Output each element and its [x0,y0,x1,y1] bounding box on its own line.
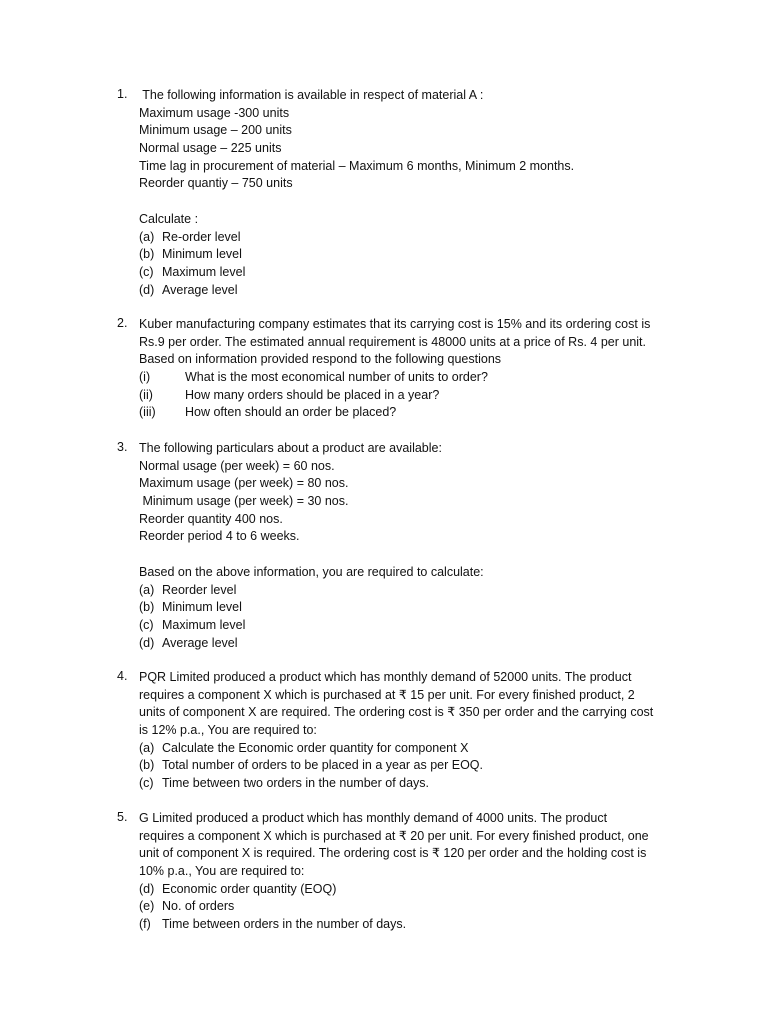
question-3 [117,440,677,652]
question-text-line: Maximum usage -300 units [139,105,290,120]
list-item [139,387,677,405]
list-marker: (b) [139,247,155,262]
list-item-text: No. of orders [162,899,235,914]
spacer [139,546,677,564]
question-text-line: PQR Limited produced a product which has monthly demand of 52000 units. The product [139,670,632,684]
question-5 [117,810,677,934]
list-item [139,582,677,600]
list-marker: (c) [139,264,154,279]
list-item-text: How many orders should be placed in a year? [185,387,440,402]
list-marker: (b) [139,758,155,773]
list-item-text: Minimum level [162,600,242,615]
question-prompt: Based on the above information, you are required to calculate: [139,564,484,579]
question-text-line: requires a component X which is purchased at ₹ 15 per unit. For every finished product, 2 [139,687,635,702]
list-item [139,599,677,617]
list-item [139,369,677,387]
question-text-line: Maximum usage (per week) = 80 nos. [139,476,349,491]
question-body [139,669,677,793]
question-text-line: Rs.9 per order. The estimated annual requirement is 48000 units at a price of Rs. 4 per unit. [139,334,646,349]
question-text-line: Minimum usage (per week) = 30 nos. [139,494,349,509]
list-marker: (a) [139,582,155,597]
question-body [139,810,677,934]
list-item [139,635,677,653]
question-text-line: Reorder period 4 to 6 weeks. [139,529,300,544]
question-text-line: Kuber manufacturing company estimates that its carrying cost is 15% and its ordering cost is [139,317,651,331]
list-item [139,282,677,300]
question-number: 3. [117,440,128,454]
list-item [139,264,677,282]
list-item-text: Average level [162,282,238,297]
list-item-text: Economic order quantity (EOQ) [162,881,337,896]
list-marker: (d) [139,282,155,297]
question-number: 1. [117,87,128,101]
list-item-text: Re-order level [162,229,241,244]
list-marker: (d) [139,881,155,896]
question-text-line: Reorder quantiy – 750 units [139,176,293,191]
question-number: 5. [117,810,128,824]
list-marker: (c) [139,617,154,632]
list-item [139,246,677,264]
list-item [139,881,677,899]
list-marker: (f) [139,917,151,932]
spacer [139,193,677,211]
question-text-line: G Limited produced a product which has monthly demand of 4000 units. The product [139,811,608,825]
question-1 [117,87,677,299]
question-prompt: Calculate : [139,211,199,226]
list-item [139,229,677,247]
question-2 [117,316,677,422]
list-item-text: What is the most economical number of units to order? [185,370,488,385]
question-text-line: Reorder quantity 400 nos. [139,511,283,526]
list-item-text: Average level [162,635,238,650]
list-item-text: Maximum level [162,264,246,279]
list-item [139,740,677,758]
question-body [139,87,677,299]
list-item [139,916,677,934]
question-number: 2. [117,316,128,330]
list-item [139,775,677,793]
question-text-line: The following information is available in respect of material A : [139,88,484,102]
list-item-text: How often should an order be placed? [185,405,397,420]
list-marker: (a) [139,229,155,244]
question-text-line: 10% p.a., You are required to: [139,864,305,879]
question-text-line: Minimum usage – 200 units [139,123,292,138]
question-text-line: Normal usage – 225 units [139,141,282,156]
question-number: 4. [117,669,128,683]
list-marker: (c) [139,776,154,791]
question-text-line: Time lag in procurement of material – Maximum 6 months, Minimum 2 months. [139,158,575,173]
question-text-line: unit of component X is required. The ordering cost is ₹ 120 per order and the holding cost is [139,846,647,861]
question-text-line: requires a component X which is purchased at ₹ 20 per unit. For every finished product, one [139,828,649,843]
list-marker: (b) [139,600,155,615]
list-item-text: Time between orders in the number of days. [162,917,407,932]
question-text-line: units of component X are required. The ordering cost is ₹ 350 per order and the carrying cost [139,705,654,720]
list-item-text: Minimum level [162,247,242,262]
list-item [139,617,677,635]
list-item [139,404,677,422]
list-marker: (d) [139,635,155,650]
list-item [139,757,677,775]
list-item-text: Reorder level [162,582,237,597]
question-body [139,440,677,652]
list-item-text: Time between two orders in the number of days. [162,776,430,791]
list-marker: (e) [139,899,155,914]
list-marker: (i) [139,370,151,385]
list-item-text: Calculate the Economic order quantity for component X [162,740,469,755]
question-text-line: The following particulars about a product are available: [139,441,442,455]
list-item [139,898,677,916]
question-text-line: Normal usage (per week) = 60 nos. [139,458,335,473]
question-text-line: Based on information provided respond to the following questions [139,352,502,367]
list-marker: (ii) [139,387,153,402]
list-item-text: Total number of orders to be placed in a year as per EOQ. [162,758,484,773]
list-item-text: Maximum level [162,617,246,632]
list-marker: (a) [139,740,155,755]
question-4 [117,669,677,793]
question-text-line: is 12% p.a., You are required to: [139,723,317,738]
list-marker: (iii) [139,405,156,420]
question-body [139,316,677,422]
